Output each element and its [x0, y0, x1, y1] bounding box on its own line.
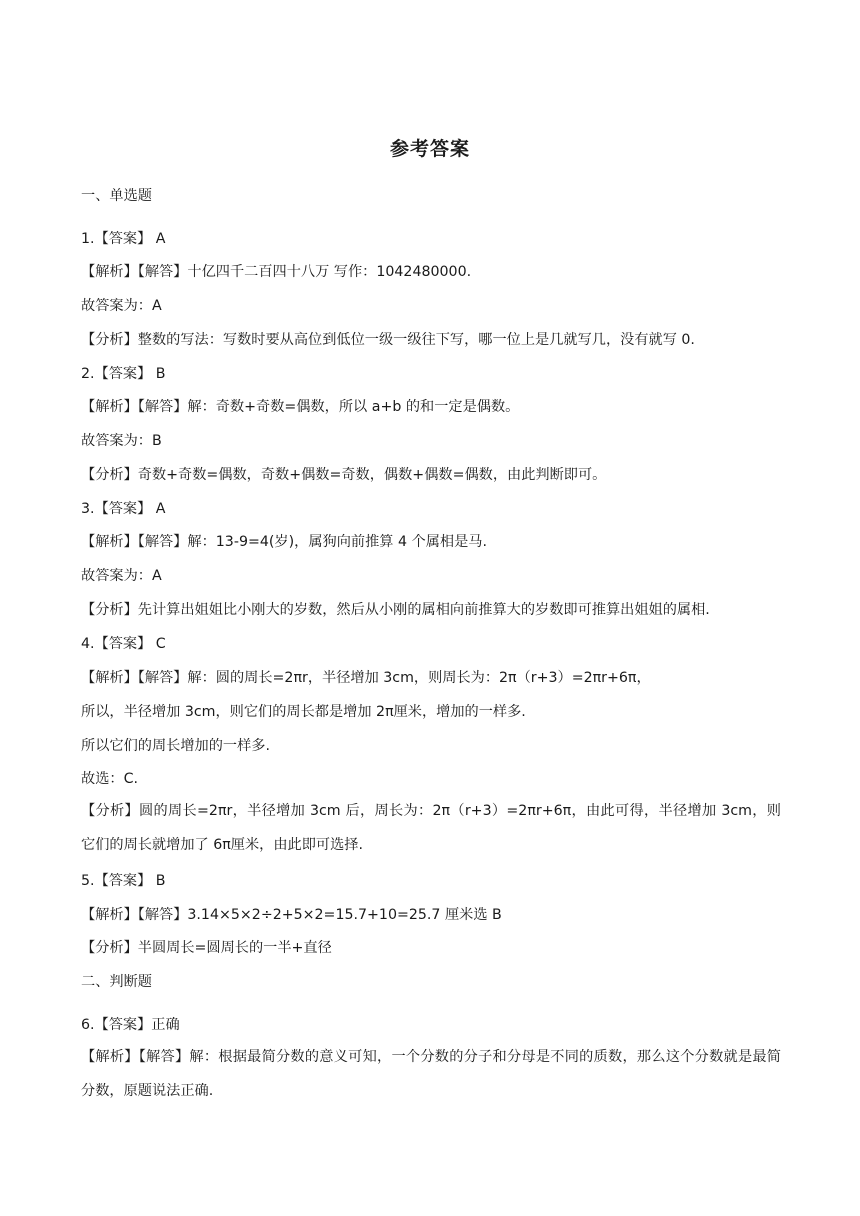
- q2-explain: 【分析】奇数+奇数=偶数，奇数+偶数=奇数，偶数+偶数=偶数，由此判断即可。: [81, 467, 607, 483]
- q6-answer: 6.【答案】正确: [81, 1017, 180, 1033]
- q4-explain: 【分析】圆的周长=2πr，半径增加 3cm 后，周长为：2π（r+3）=2πr+6π，由此可得，半径增加 3cm，则它们的周长就增加了 6π厘米，由此即可选择.: [81, 803, 781, 853]
- q3-explain: 【分析】先计算出姐姐比小刚大的岁数，然后从小刚的属相向前推算大的岁数即可推算出姐姐的属相.: [81, 602, 710, 618]
- q1-analysis: 【解析】【解答】十亿四千二百四十八万 写作：1042480000.: [81, 264, 472, 280]
- q2-analysis: 【解析】【解答】解：奇数+奇数=偶数，所以 a+b 的和一定是偶数。: [81, 399, 520, 415]
- q5-answer: 5.【答案】 B: [81, 873, 166, 889]
- q2-result: 故答案为：B: [81, 433, 162, 449]
- q2-answer: 2.【答案】 B: [81, 366, 166, 382]
- q4-answer: 4.【答案】 C: [81, 636, 166, 652]
- page-title: 参考答案: [389, 138, 470, 160]
- section-heading-true-false: 二、判断题: [81, 974, 152, 990]
- q5-analysis: 【解析】【解答】3.14×5×2÷2+5×2=15.7+10=25.7 厘米选 B: [81, 907, 502, 923]
- q5-explain: 【分析】半圆周长=圆周长的一半+直径: [81, 940, 332, 956]
- q6-analysis: 【解析】【解答】解：根据最简分数的意义可知，一个分数的分子和分母是不同的质数，那么这个分数就是最简分数，原题说法正确.: [81, 1049, 781, 1099]
- q4-result: 故选：C.: [81, 771, 138, 787]
- q1-answer: 1.【答案】 A: [81, 231, 166, 247]
- q4-line2: 所以，半径增加 3cm，则它们的周长都是增加 2π厘米，增加的一样多.: [81, 704, 526, 720]
- q3-answer: 3.【答案】 A: [81, 501, 166, 517]
- q3-analysis: 【解析】【解答】解：13-9=4(岁)，属狗向前推算 4 个属相是马.: [81, 534, 487, 550]
- section-heading-single-choice: 一、单选题: [81, 188, 152, 204]
- q1-explain: 【分析】整数的写法：写数时要从高位到低位一级一级往下写，哪一位上是几就写几，没有就写 0.: [81, 332, 695, 348]
- q1-result: 故答案为：A: [81, 298, 162, 314]
- q3-result: 故答案为：A: [81, 568, 162, 584]
- q4-line3: 所以它们的周长增加的一样多.: [81, 738, 270, 754]
- q4-analysis: 【解析】【解答】解：圆的周长=2πr，半径增加 3cm，则周长为：2π（r+3）=2πr+6π，: [81, 670, 651, 686]
